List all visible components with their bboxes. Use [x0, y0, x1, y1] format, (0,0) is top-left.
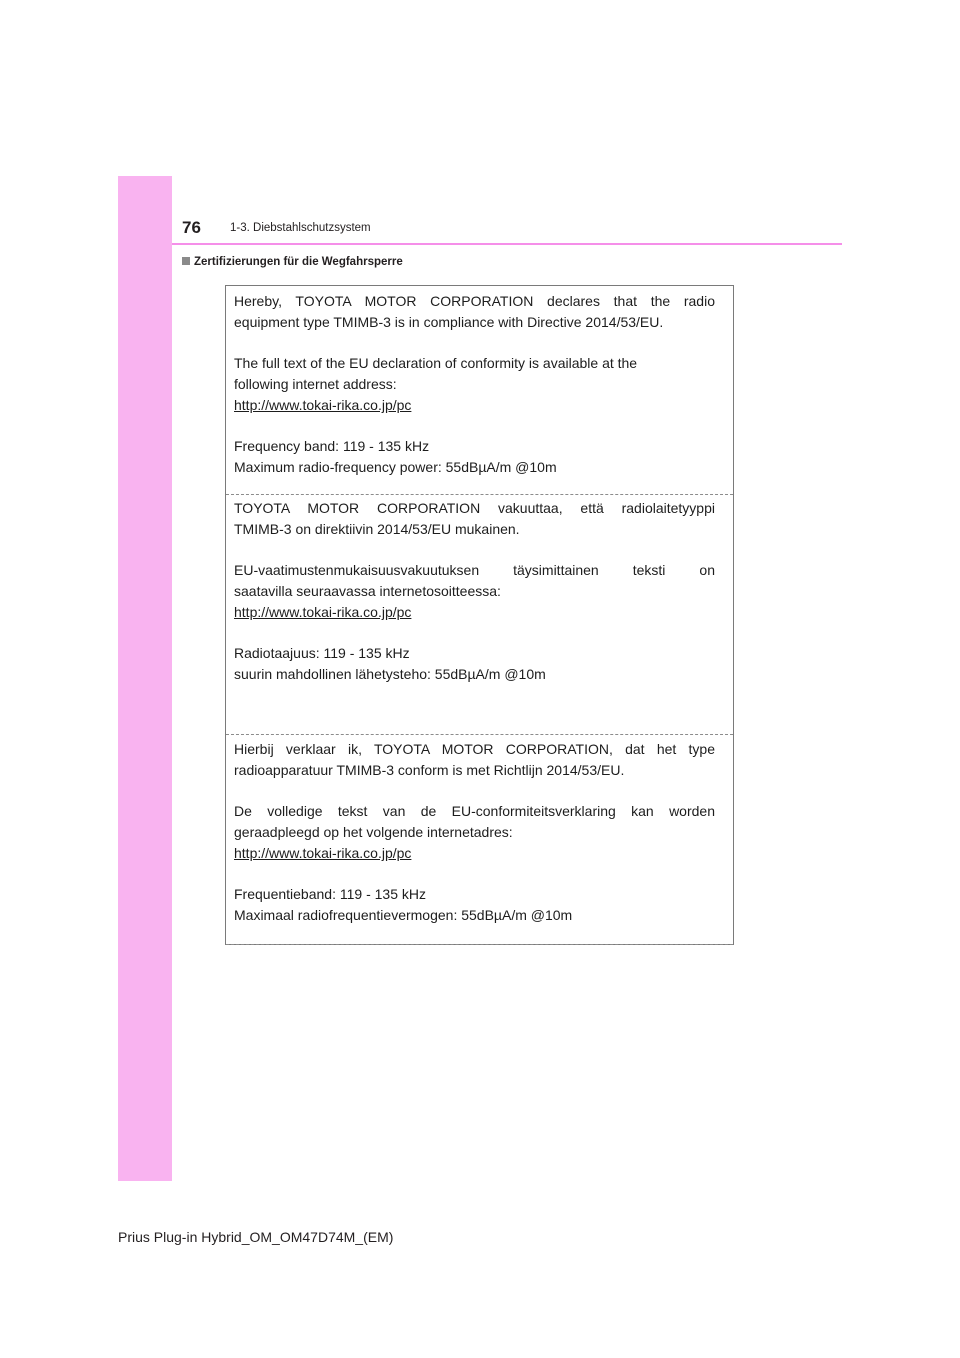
fulltext-line: following internet address:: [234, 376, 397, 392]
section-divider: [226, 494, 733, 495]
frequency-text: Radiotaajuus: 119 - 135 kHz: [234, 645, 410, 661]
power-text: Maximaal radiofrequentievermogen: 55dBµA/m @10m: [234, 907, 573, 923]
declaration-line: TOYOTA MOTOR CORPORATION vakuuttaa, että radiolaitetyyppi: [234, 500, 715, 516]
certification-block-dutch: [226, 739, 733, 926]
subheading-text: Zertifizierungen für die Wegfahrsperre: [194, 256, 403, 268]
page-number: 76: [182, 218, 201, 237]
certification-block-english: [226, 291, 733, 478]
declaration-url-link[interactable]: http://www.tokai-rika.co.jp/pc: [234, 845, 412, 861]
fulltext-line: geraadpleegd op het volgende internetadres:: [234, 824, 513, 840]
fulltext-line: saatavilla seuraavassa internetosoitteessa:: [234, 583, 501, 599]
declaration-url-link[interactable]: http://www.tokai-rika.co.jp/pc: [234, 397, 412, 413]
fulltext-line: De volledige tekst van de EU-conformiteitsverklaring kan worden: [234, 803, 715, 819]
power-text: suurin mahdollinen lähetysteho: 55dBµA/m @10m: [234, 666, 546, 682]
declaration-url-link[interactable]: http://www.tokai-rika.co.jp/pc: [234, 604, 412, 620]
section-title: 1-3. Diebstahlschutzsystem: [230, 222, 371, 234]
section-divider: [226, 944, 733, 945]
frequency-text: Frequency band: 119 - 135 kHz: [234, 438, 430, 454]
frequency-text: Frequentieband: 119 - 135 kHz: [234, 886, 426, 902]
footer-model-code: Prius Plug-in Hybrid_OM_OM47D74M_(EM): [118, 1229, 394, 1245]
sidebar-tab: [118, 176, 172, 1181]
fulltext-line: EU-vaatimustenmukaisuusvakuutuksen täysimittainen teksti on: [234, 562, 715, 578]
subheading: [182, 256, 403, 268]
certification-table: [225, 285, 734, 945]
fulltext-line: The full text of the EU declaration of conformity is available at the: [234, 355, 638, 371]
declaration-line: equipment type TMIMB-3 is in compliance with Directive 2014/53/EU.: [234, 314, 664, 330]
certification-block-finnish: [226, 498, 733, 685]
declaration-line: TMIMB-3 on direktiivin 2014/53/EU mukainen.: [234, 521, 520, 537]
power-text: Maximum radio-frequency power: 55dBµA/m @10m: [234, 459, 557, 475]
section-divider: [226, 734, 733, 735]
declaration-line: radioapparatuur TMIMB-3 conform is met Richtlijn 2014/53/EU.: [234, 762, 625, 778]
square-bullet-icon: [182, 257, 190, 265]
declaration-line: Hereby, TOYOTA MOTOR CORPORATION declares that the radio: [234, 293, 715, 309]
header-rule: [172, 243, 842, 245]
declaration-line: Hierbij verklaar ik, TOYOTA MOTOR CORPORATION, dat het type: [234, 741, 715, 757]
